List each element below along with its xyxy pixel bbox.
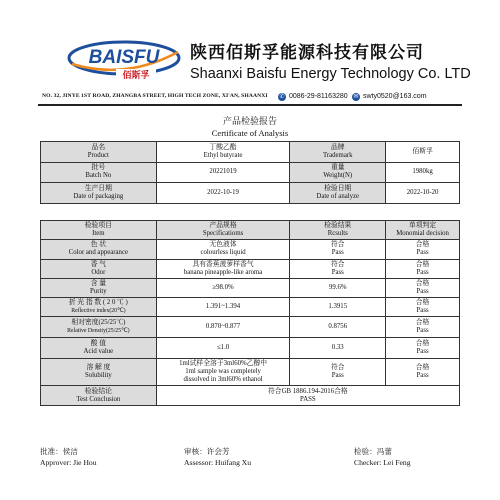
col-spec-cn: 产品规格 (209, 222, 237, 230)
report-title-cn: 产品检验报告 (222, 117, 277, 127)
item-name-cn: 酸 值 (90, 340, 107, 348)
report-title-en: Certificate of Analysis (211, 128, 289, 138)
table-row (41, 240, 460, 259)
spec-value: 1.391~1.394 (156, 298, 290, 317)
spec-en: colourless liquid (200, 249, 246, 257)
item-name-en: Color and appearance (68, 249, 128, 257)
table-row (41, 142, 460, 163)
result-en: Pass (331, 372, 344, 380)
approver-signature (40, 446, 97, 468)
result-en: Pass (331, 249, 344, 257)
checker-en: Checker: Lei Feng (354, 458, 411, 467)
decision-en: Pass (416, 372, 429, 380)
result-value: 0.8756 (290, 317, 386, 338)
assessor-signature (184, 446, 251, 468)
table-row (41, 259, 460, 278)
conclusion-row (41, 386, 460, 405)
phone-contact (278, 91, 348, 102)
spec-value: ≥98.0% (156, 278, 290, 297)
item-name-cn: 含 量 (90, 280, 107, 288)
checker-signature (354, 446, 411, 468)
col-item-cn: 检验项目 (84, 222, 112, 230)
col-item-en: Item (92, 230, 105, 238)
decision-en: Pass (416, 307, 429, 315)
analyze-date-label-en: Date of analyze (316, 192, 360, 200)
product-info-table (40, 141, 460, 204)
spec-line: 1ml试样全溶于3ml60%乙醇中 (179, 360, 268, 368)
header-divider (38, 104, 462, 106)
decision-cn: 合格 (415, 260, 430, 268)
approver-cn: 批准：侯洁 (40, 447, 78, 456)
decision-cn: 合格 (415, 241, 430, 249)
item-name-cn: 色 状 (90, 241, 107, 249)
logo-wordmark: BAISFU (88, 47, 160, 68)
batch-value: 20221019 (156, 162, 290, 183)
decision-cn: 合格 (415, 319, 430, 327)
approver-en: Approver: Jie Hou (40, 458, 97, 467)
decision-cn: 合格 (415, 364, 430, 372)
company-address: NO. 32, JINYE 1ST ROAD, ZHANGBA STREET, HIGH TECH ZONE, XI'AN, SHAANXI (42, 93, 268, 99)
logo-cn-text: 佰斯孚 (122, 71, 150, 81)
decision-cn: 合格 (415, 299, 430, 307)
decision-en: Pass (416, 327, 429, 335)
item-name-en: Odor (91, 268, 106, 276)
result-cn: 符合 (330, 260, 345, 268)
letterhead (0, 0, 500, 108)
table-header-row (41, 221, 460, 240)
trademark-value: 佰斯孚 (386, 142, 460, 163)
checker-cn: 检验：冯蕾 (354, 447, 392, 456)
conclusion-label-cn: 检验结论 (84, 387, 112, 395)
test-results-table (40, 220, 460, 406)
email-contact (352, 91, 427, 102)
decision-en: Pass (416, 268, 429, 276)
spec-value: 0.870~0.877 (156, 317, 290, 338)
item-name-en: Acid value (83, 348, 114, 356)
assessor-cn: 审核：许会芳 (184, 447, 230, 456)
batch-label-cn: 批号 (91, 164, 106, 172)
table-row (41, 183, 460, 204)
item-name-cn: 香 气 (90, 260, 107, 268)
company-logo (66, 36, 184, 86)
item-name-cn: 溶 解 度 (86, 364, 111, 372)
decision-en: Pass (416, 348, 429, 356)
mail-icon: ✉ (353, 94, 359, 100)
trademark-label-en: Trademark (322, 151, 353, 159)
decision-cn: 合格 (415, 340, 430, 348)
product-label-cn: 品名 (91, 143, 106, 151)
spec-cn: 无色液体 (209, 241, 237, 249)
table-row (41, 338, 460, 359)
col-result-en: Rcsults (327, 230, 348, 238)
conclusion-label-en: Test Conclusion (76, 395, 121, 403)
spec-value: ≤1.0 (156, 338, 290, 359)
batch-label-en: Batch No (85, 172, 112, 180)
weight-value: 1980kg (386, 162, 460, 183)
signature-block (38, 446, 462, 470)
product-value-en: Ethyl butyrate (203, 151, 243, 159)
item-name-cn: 相对密度(25/25℃) (71, 319, 126, 327)
col-spec-en: Specificatioms (202, 230, 244, 238)
item-name-en: Relative Density(25/25℃) (67, 328, 130, 335)
spec-line: dissolved in 3ml60% ethanol (183, 376, 263, 384)
item-name-en: Solubility (84, 372, 112, 380)
table-row (41, 278, 460, 297)
email-address: swty0520@163.com (363, 93, 427, 100)
product-value-cn: 丁酸乙酯 (209, 143, 237, 151)
conclusion-value-cn: 符合GB 1886.194-2016合格 (268, 387, 348, 395)
assessor-en: Assessor: Huifang Xu (184, 458, 252, 467)
item-name-en: Reflective index(20℃) (71, 308, 126, 315)
trademark-label-cn: 品牌 (330, 143, 345, 151)
product-label-en: Product (87, 151, 109, 159)
spec-cn: 具有香蕉菠萝样香气 (192, 260, 254, 268)
phone-icon: ✆ (279, 94, 285, 100)
weight-label-en: Weight(N) (323, 172, 353, 180)
col-result-cn: 检验结果 (324, 222, 352, 230)
company-name-cn: 陕西佰斯孚能源科技有限公司 (190, 43, 424, 63)
spec-line: 1ml sample was completely (185, 368, 261, 376)
packaging-date-label-en: Date of packaging (73, 192, 124, 200)
result-value: 1.3915 (290, 298, 386, 317)
spec-en: banana pineapple-like aroma (183, 268, 263, 276)
table-row (41, 317, 460, 338)
table-row (41, 162, 460, 183)
packaging-date-label-cn: 生产日期 (84, 184, 112, 192)
analyze-date-label-cn: 检验日期 (324, 184, 352, 192)
conclusion-value-en: PASS (300, 395, 316, 403)
result-en: Pass (331, 268, 344, 276)
result-value: 0.33 (290, 338, 386, 359)
phone-number: 0086-29-81163280 (289, 93, 348, 100)
contact-bar (38, 91, 462, 103)
weight-label-cn: 重量 (330, 164, 345, 172)
table-row (41, 359, 460, 386)
packaging-date-value: 2022-10-19 (156, 183, 290, 204)
result-value: 99.6% (290, 278, 386, 297)
decision-en: Pass (416, 249, 429, 257)
decision-cn: 合格 (415, 280, 430, 288)
col-decision-en: Monomial decision (396, 230, 449, 238)
item-name-en: Purity (90, 288, 107, 296)
col-decision-cn: 单项判定 (408, 222, 437, 230)
result-cn: 符合 (330, 241, 345, 249)
table-row (41, 298, 460, 317)
result-cn: 符合 (330, 364, 345, 372)
analyze-date-value: 2022-10-20 (386, 183, 460, 204)
decision-en: Pass (416, 288, 429, 296)
company-name-en: Shaanxi Baisfu Energy Technology Co. LTD (190, 66, 471, 82)
item-name-cn: 折 光 指 数 ( 2 0 ℃ ) (68, 299, 128, 307)
